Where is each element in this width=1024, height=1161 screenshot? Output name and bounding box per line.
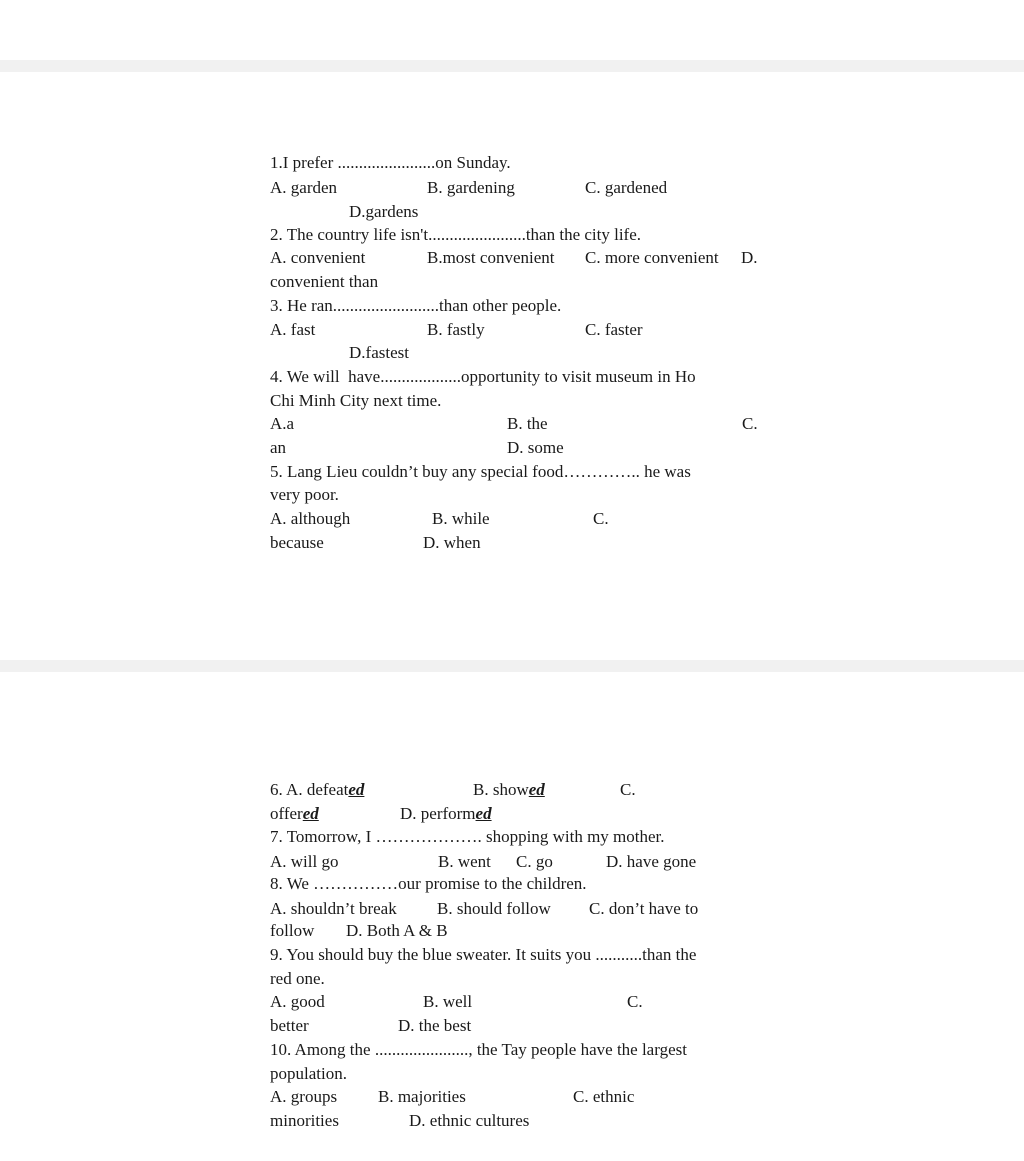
q8-option-d: D. Both A & B [346,921,448,940]
q2-option-b: B.most convenient [427,248,555,267]
document-page-2 [0,672,1024,1161]
q9-stem-line-2: red one. [270,969,325,988]
q3-option-d: D.fastest [349,343,409,362]
q4-option-c: C. [742,414,758,433]
q7-option-a: A. will go [270,852,339,871]
q3-option-c: C. faster [585,320,643,339]
q2-option-d-rest: convenient than [270,272,379,291]
q9-option-c-rest: better [270,1016,309,1035]
q9-option-c: C. [627,992,643,1011]
page-separator-middle [0,660,1024,672]
q7-option-c: C. go [516,852,553,871]
q8-option-c: C. don’t have to [589,899,699,918]
q4-stem-line-2: Chi Minh City next time. [270,391,442,410]
q5-option-a: A. although [270,509,351,528]
q2-option-a: A. convenient [270,248,366,267]
q2-stem: 2. The country life isn't.......................than the city life. [270,225,642,244]
q6-option-c-rest: offered [270,804,319,823]
q7-option-d: D. have gone [606,852,697,871]
q10-option-c: C. ethnic [573,1087,635,1106]
q5-option-c: C. [593,509,609,528]
q8-option-b: B. should follow [437,899,551,918]
q6-option-d: D. performed [400,804,492,823]
q3-option-a: A. fast [270,320,316,339]
page-gap-top [0,0,1024,60]
q10-stem-line-1: 10. Among the ......................, the Tay people have the largest [270,1040,687,1059]
q5-option-d: D. when [423,533,481,552]
q8-option-a: A. shouldn’t break [270,899,397,918]
q6-option-c: C. [620,780,636,799]
q6-option-a: 6. A. defeated [270,780,365,799]
q7-stem: 7. Tomorrow, I ………………. shopping with my mother. [270,827,665,846]
q6-option-b: B. showed [473,780,545,799]
q8-stem: 8. We ……………our promise to the children. [270,874,587,893]
q4-option-a: A.a [270,414,295,433]
q10-stem-line-2: population. [270,1064,347,1083]
q10-option-a: A. groups [270,1087,338,1106]
q4-stem-line-1: 4. We will have...................opportunity to visit museum in Ho [270,367,696,386]
q3-stem: 3. He ran.........................than other people. [270,296,562,315]
q5-option-b: B. while [432,509,490,528]
q1-option-a: A. garden [270,178,338,197]
q9-stem-line-1: 9. You should buy the blue sweater. It suits you ...........than the [270,945,697,964]
document-page-1 [0,72,1024,660]
q5-option-c-rest: because [270,533,324,552]
page-separator-top [0,60,1024,72]
q2-option-d-start: D. [741,248,758,267]
q1-option-b: B. gardening [427,178,515,197]
q4-option-d: D. some [507,438,564,457]
q1-stem: 1.I prefer .......................on Sunday. [270,153,511,172]
q8-option-c-rest: follow [270,921,315,940]
q5-stem-line-2: very poor. [270,485,339,504]
q4-option-b: B. the [507,414,548,433]
q1-option-d: D.gardens [349,202,419,221]
q3-option-b: B. fastly [427,320,485,339]
q10-option-b: B. majorities [378,1087,466,1106]
q9-option-a: A. good [270,992,325,1011]
q10-option-d: D. ethnic cultures [409,1111,530,1130]
q5-stem-line-1: 5. Lang Lieu couldn’t buy any special food………….. he was [270,462,691,481]
q9-option-b: B. well [423,992,473,1011]
q2-option-c: C. more convenient [585,248,719,267]
q10-option-c-rest: minorities [270,1111,339,1130]
q4-option-c-rest: an [270,438,287,457]
q7-option-b: B. went [438,852,491,871]
q9-option-d: D. the best [398,1016,472,1035]
q1-option-c: C. gardened [585,178,668,197]
